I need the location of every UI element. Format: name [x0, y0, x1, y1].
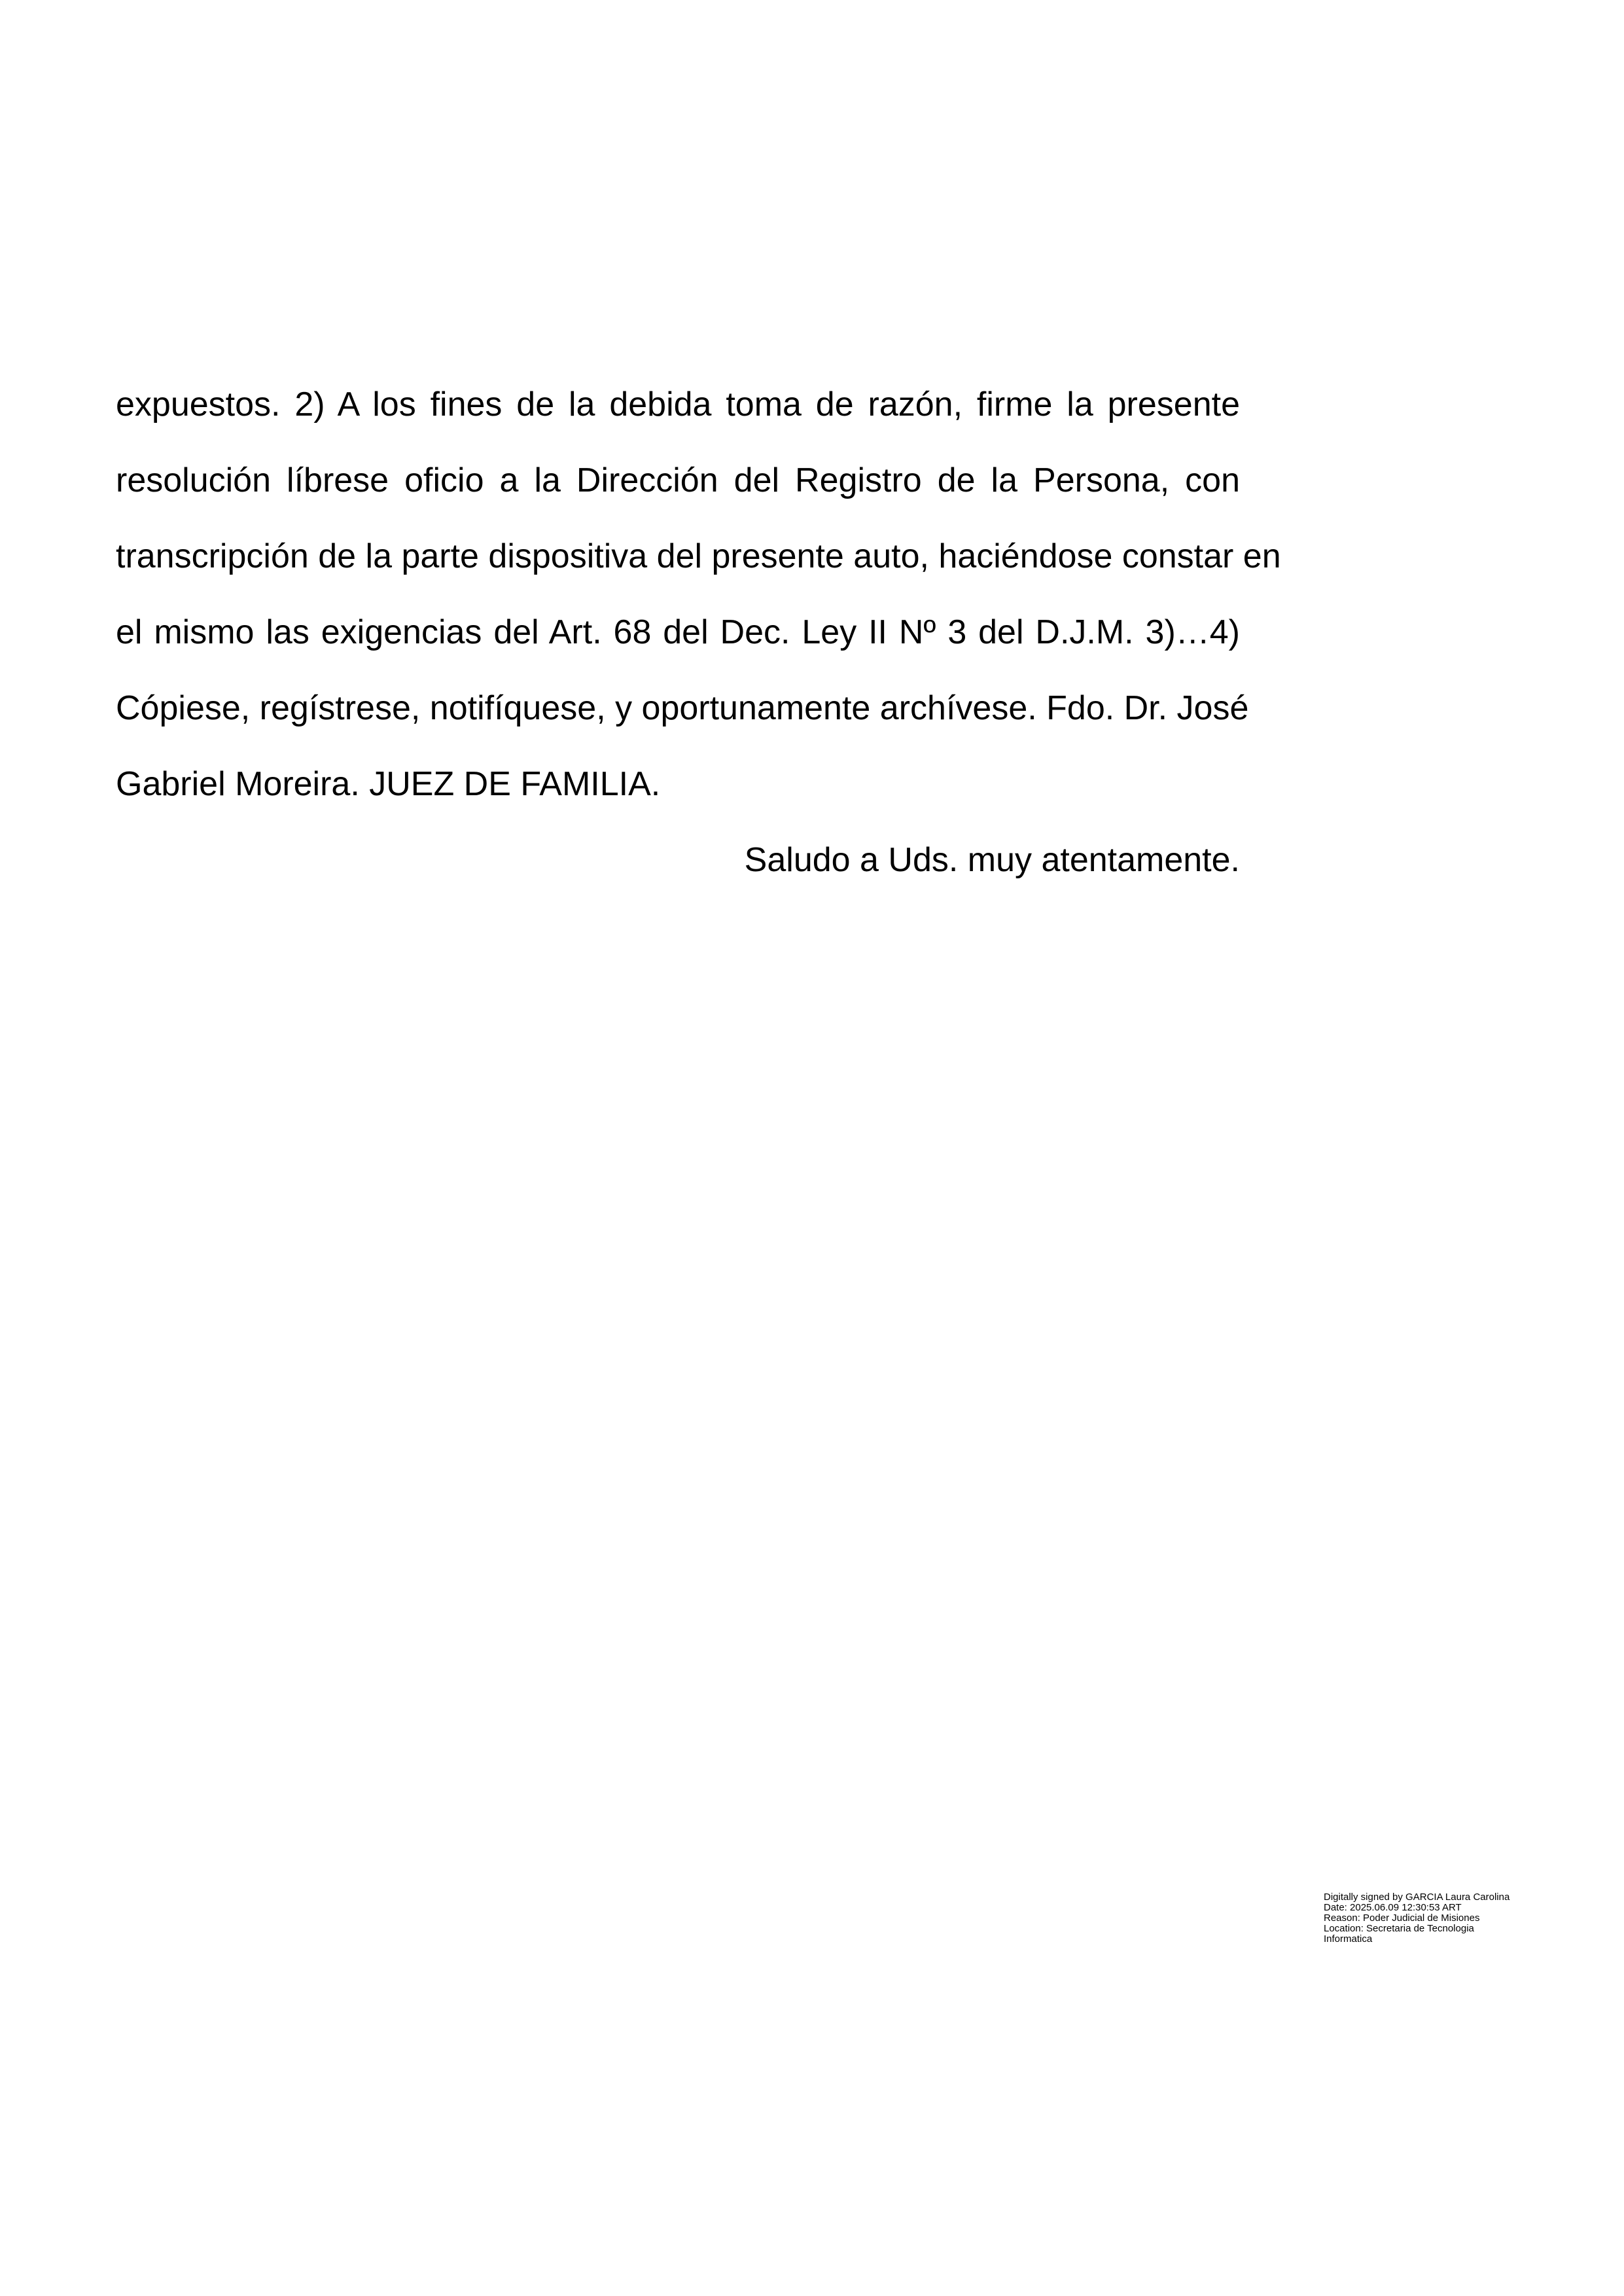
digital-signature-block	[1324, 1892, 1598, 1945]
signature-reason: Reason: Poder Judicial de Misiones	[1324, 1912, 1480, 1924]
body-line: transcripción de la parte dispositiva del presente auto, haciéndose constar en	[116, 537, 1281, 575]
closing-salutation: Saludo a Uds. muy atentamente.	[744, 841, 1240, 879]
body-line: Cópiese, regístrese, notifíquese, y oportunamente archívese. Fdo. Dr. José	[116, 689, 1249, 727]
document-body	[116, 367, 1281, 822]
signature-date: Date: 2025.06.09 12:30:53 ART	[1324, 1902, 1462, 1913]
body-line: Gabriel Moreira. JUEZ DE FAMILIA.	[116, 765, 661, 803]
signature-location: Location: Secretaria de Tecnologia	[1324, 1923, 1474, 1934]
body-line: el mismo las exigencias del Art. 68 del Dec. Ley II Nº 3 del D.J.M. 3)…4)	[116, 613, 1240, 651]
body-line: resolución líbrese oficio a la Dirección del Registro de la Persona, con	[116, 461, 1240, 499]
signature-signed-by: Digitally signed by GARCIA Laura Carolina	[1324, 1892, 1510, 1903]
body-line: expuestos. 2) A los fines de la debida toma de razón, firme la presente	[116, 386, 1240, 423]
signature-location-cont: Informatica	[1324, 1933, 1373, 1945]
